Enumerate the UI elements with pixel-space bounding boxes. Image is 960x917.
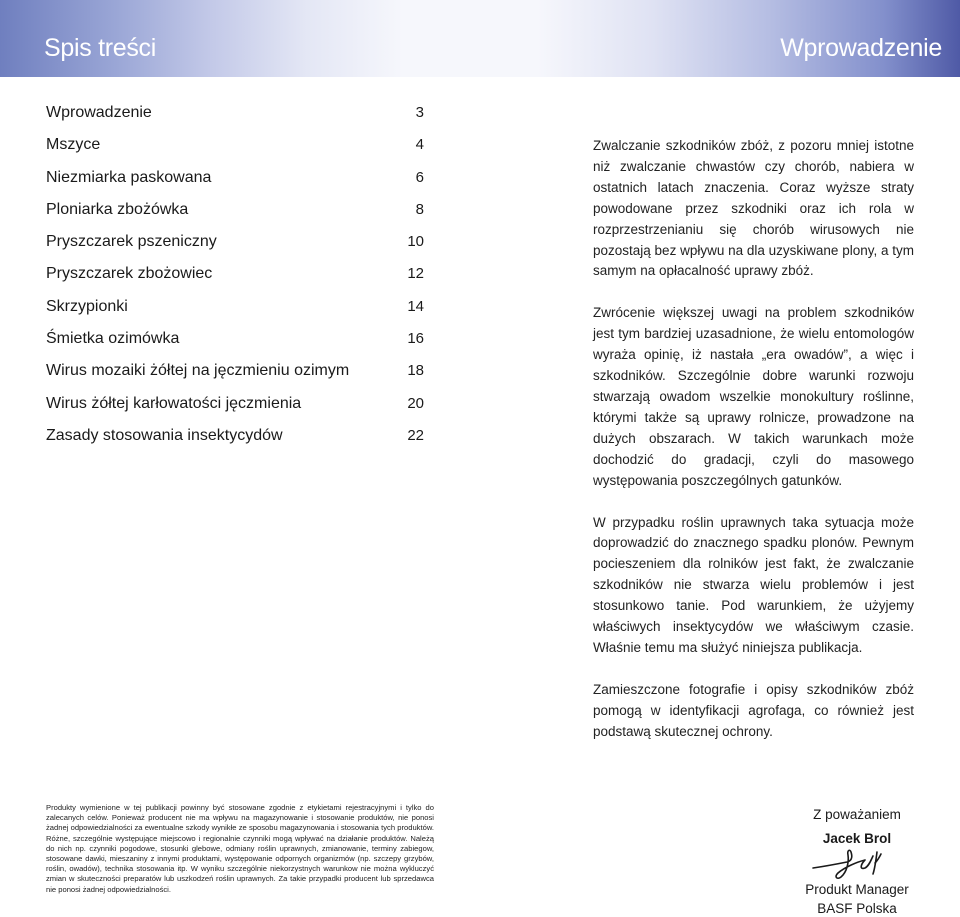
- intro-paragraph: Zamieszczone fotografie i opisy szkodników zbóż pomogą w identyfikacji agrofaga, co również jest podstawą skutecznej ochrony.: [593, 681, 914, 739]
- toc-entry-label: Niezmiarka paskowana: [46, 168, 212, 186]
- toc-entry-page: 20: [407, 394, 424, 412]
- toc-entry[interactable]: [46, 395, 424, 427]
- toc-entry-page: 3: [415, 104, 424, 121]
- toc-entry-page: 4: [415, 136, 424, 154]
- intro-text: [593, 136, 914, 764]
- toc-entry-label: Pryszczarek zbożowiec: [46, 265, 213, 283]
- toc-entry-page: 18: [407, 362, 424, 380]
- intro-paragraph: Zwrócenie większej uwagi na problem szkodników jest tym bardziej uzasadnione, że wielu entomologów wyraża opinię, iż nastała „era owadów”, a więc i szkodników. Szczególnie dobre warunki rozwoju stwarzają owadom wszelkie monokultury roślinne, którymi także są uprawy rolnicze, prowadzone na dużych obszarach. W takich warunkach może dochodzić do gradacji, czyli do masowego występowania poszczególnych gatunków.: [593, 305, 914, 488]
- toc-entry-label: Mszyce: [46, 136, 101, 154]
- toc-entry-label: Skrzypionki: [46, 297, 128, 315]
- toc-entry-label: Zasady stosowania insektycydów: [46, 426, 283, 444]
- intro-paragraph: W przypadku roślin uprawnych taka sytuacja może doprowadzić do znacznego spadku plonów. Pewnym pocieszeniem dla rolników jest fakt, że zwalczanie szkodników nie stwarza wielu problemów i jest stosunkowo tanie. Pod warunkiem, że użyjemy właściwych insektycydów we właściwym czasie. Właśnie temu ma służyć niniejsza publikacja.: [593, 514, 914, 655]
- toc-entry-page: 6: [415, 168, 424, 186]
- toc-entry-page: 22: [407, 426, 424, 444]
- toc-entry[interactable]: [46, 427, 424, 459]
- toc-entry-label: Wirus mozaiki żółtej na jęczmieniu ozimym: [46, 362, 350, 380]
- toc-entry[interactable]: [46, 169, 424, 201]
- toc-entry[interactable]: [46, 136, 424, 168]
- toc-entry[interactable]: [46, 330, 424, 362]
- toc-entry-page: 10: [407, 233, 424, 251]
- signature-company: BASF Polska: [817, 901, 897, 916]
- toc-entry-page: 16: [407, 330, 424, 348]
- toc-entry[interactable]: [46, 201, 424, 233]
- handwritten-signature-icon: [807, 846, 907, 880]
- toc-entry-label: Wprowadzenie: [46, 104, 152, 121]
- toc-entry-page: 8: [415, 200, 424, 218]
- toc-heading: Spis treści: [44, 34, 157, 62]
- header-banner: [0, 0, 960, 77]
- toc-entry[interactable]: [46, 233, 424, 265]
- table-of-contents: [46, 104, 424, 459]
- toc-entry-label: Ploniarka zbożówka: [46, 200, 189, 218]
- signature-block: [778, 805, 936, 916]
- toc-entry-label: Pryszczarek pszeniczny: [46, 233, 217, 251]
- toc-entry[interactable]: [46, 298, 424, 330]
- toc-entry[interactable]: [46, 362, 424, 394]
- toc-entry[interactable]: [46, 265, 424, 297]
- intro-heading: Wprowadzenie: [780, 34, 942, 62]
- signature-job-title: Produkt Manager: [805, 882, 909, 897]
- legal-disclaimer: Produkty wymienione w tej publikacji powinny być stosowane zgodnie z etykietami rejestracyjnymi i tylko do zalecanych celów. Ponieważ producent nie ma wpływu na magazynowanie i stosowanie produktów, nie ponosi żadnej odpowiedzialności za ewentualne szkody wynikłe ze sposobu magazynowania i stosowania tych produktów. Różne, szczególnie występujące miejscowo i regionalnie czynniki mogą wpływać na działanie produktów. Należą do nich np. czynniki pogodowe, stosunki glebowe, odmiany roślin uprawnych, zmianowanie, terminy zabiegow, stosowane dawki, mieszaniny z innymi produktami, występowanie odpornych organizmów (np. szczepy grzybów, roślin, owadów), technika stosowania itp. W wyniku szczególnie niekorzystnych warunkow nie można wykluczyć zmian w skuteczności preparatów lub uszkodzeń roślin uprawnych. Za takie przypadki producent lub sprzedawca nie ponosi żadnej odpowiedzialności.: [46, 803, 434, 894]
- intro-paragraph: Zwalczanie szkodników zbóż, z pozoru mniej istotne niż zwalczanie chwastów czy chorób, nabiera w ostatnich latach znaczenia. Coraz wyższe straty powodowane przez szkodniki oraz ich rola w rozprzestrzenianiu się chorób wirusowych nie pozostają bez wpływu na dla uzyskiwane plony, a tym samym na opłacalność uprawy zbóż.: [593, 138, 914, 279]
- signature-name: Jacek Brol: [822, 831, 892, 846]
- signature-greeting: Z poważaniem: [813, 807, 901, 822]
- toc-entry-page: 12: [407, 265, 424, 283]
- toc-entry[interactable]: [46, 104, 424, 136]
- toc-entry-page: 14: [407, 297, 424, 315]
- toc-entry-label: Wirus żółtej karłowatości jęczmienia: [46, 394, 302, 412]
- toc-entry-label: Śmietka ozimówka: [46, 330, 180, 348]
